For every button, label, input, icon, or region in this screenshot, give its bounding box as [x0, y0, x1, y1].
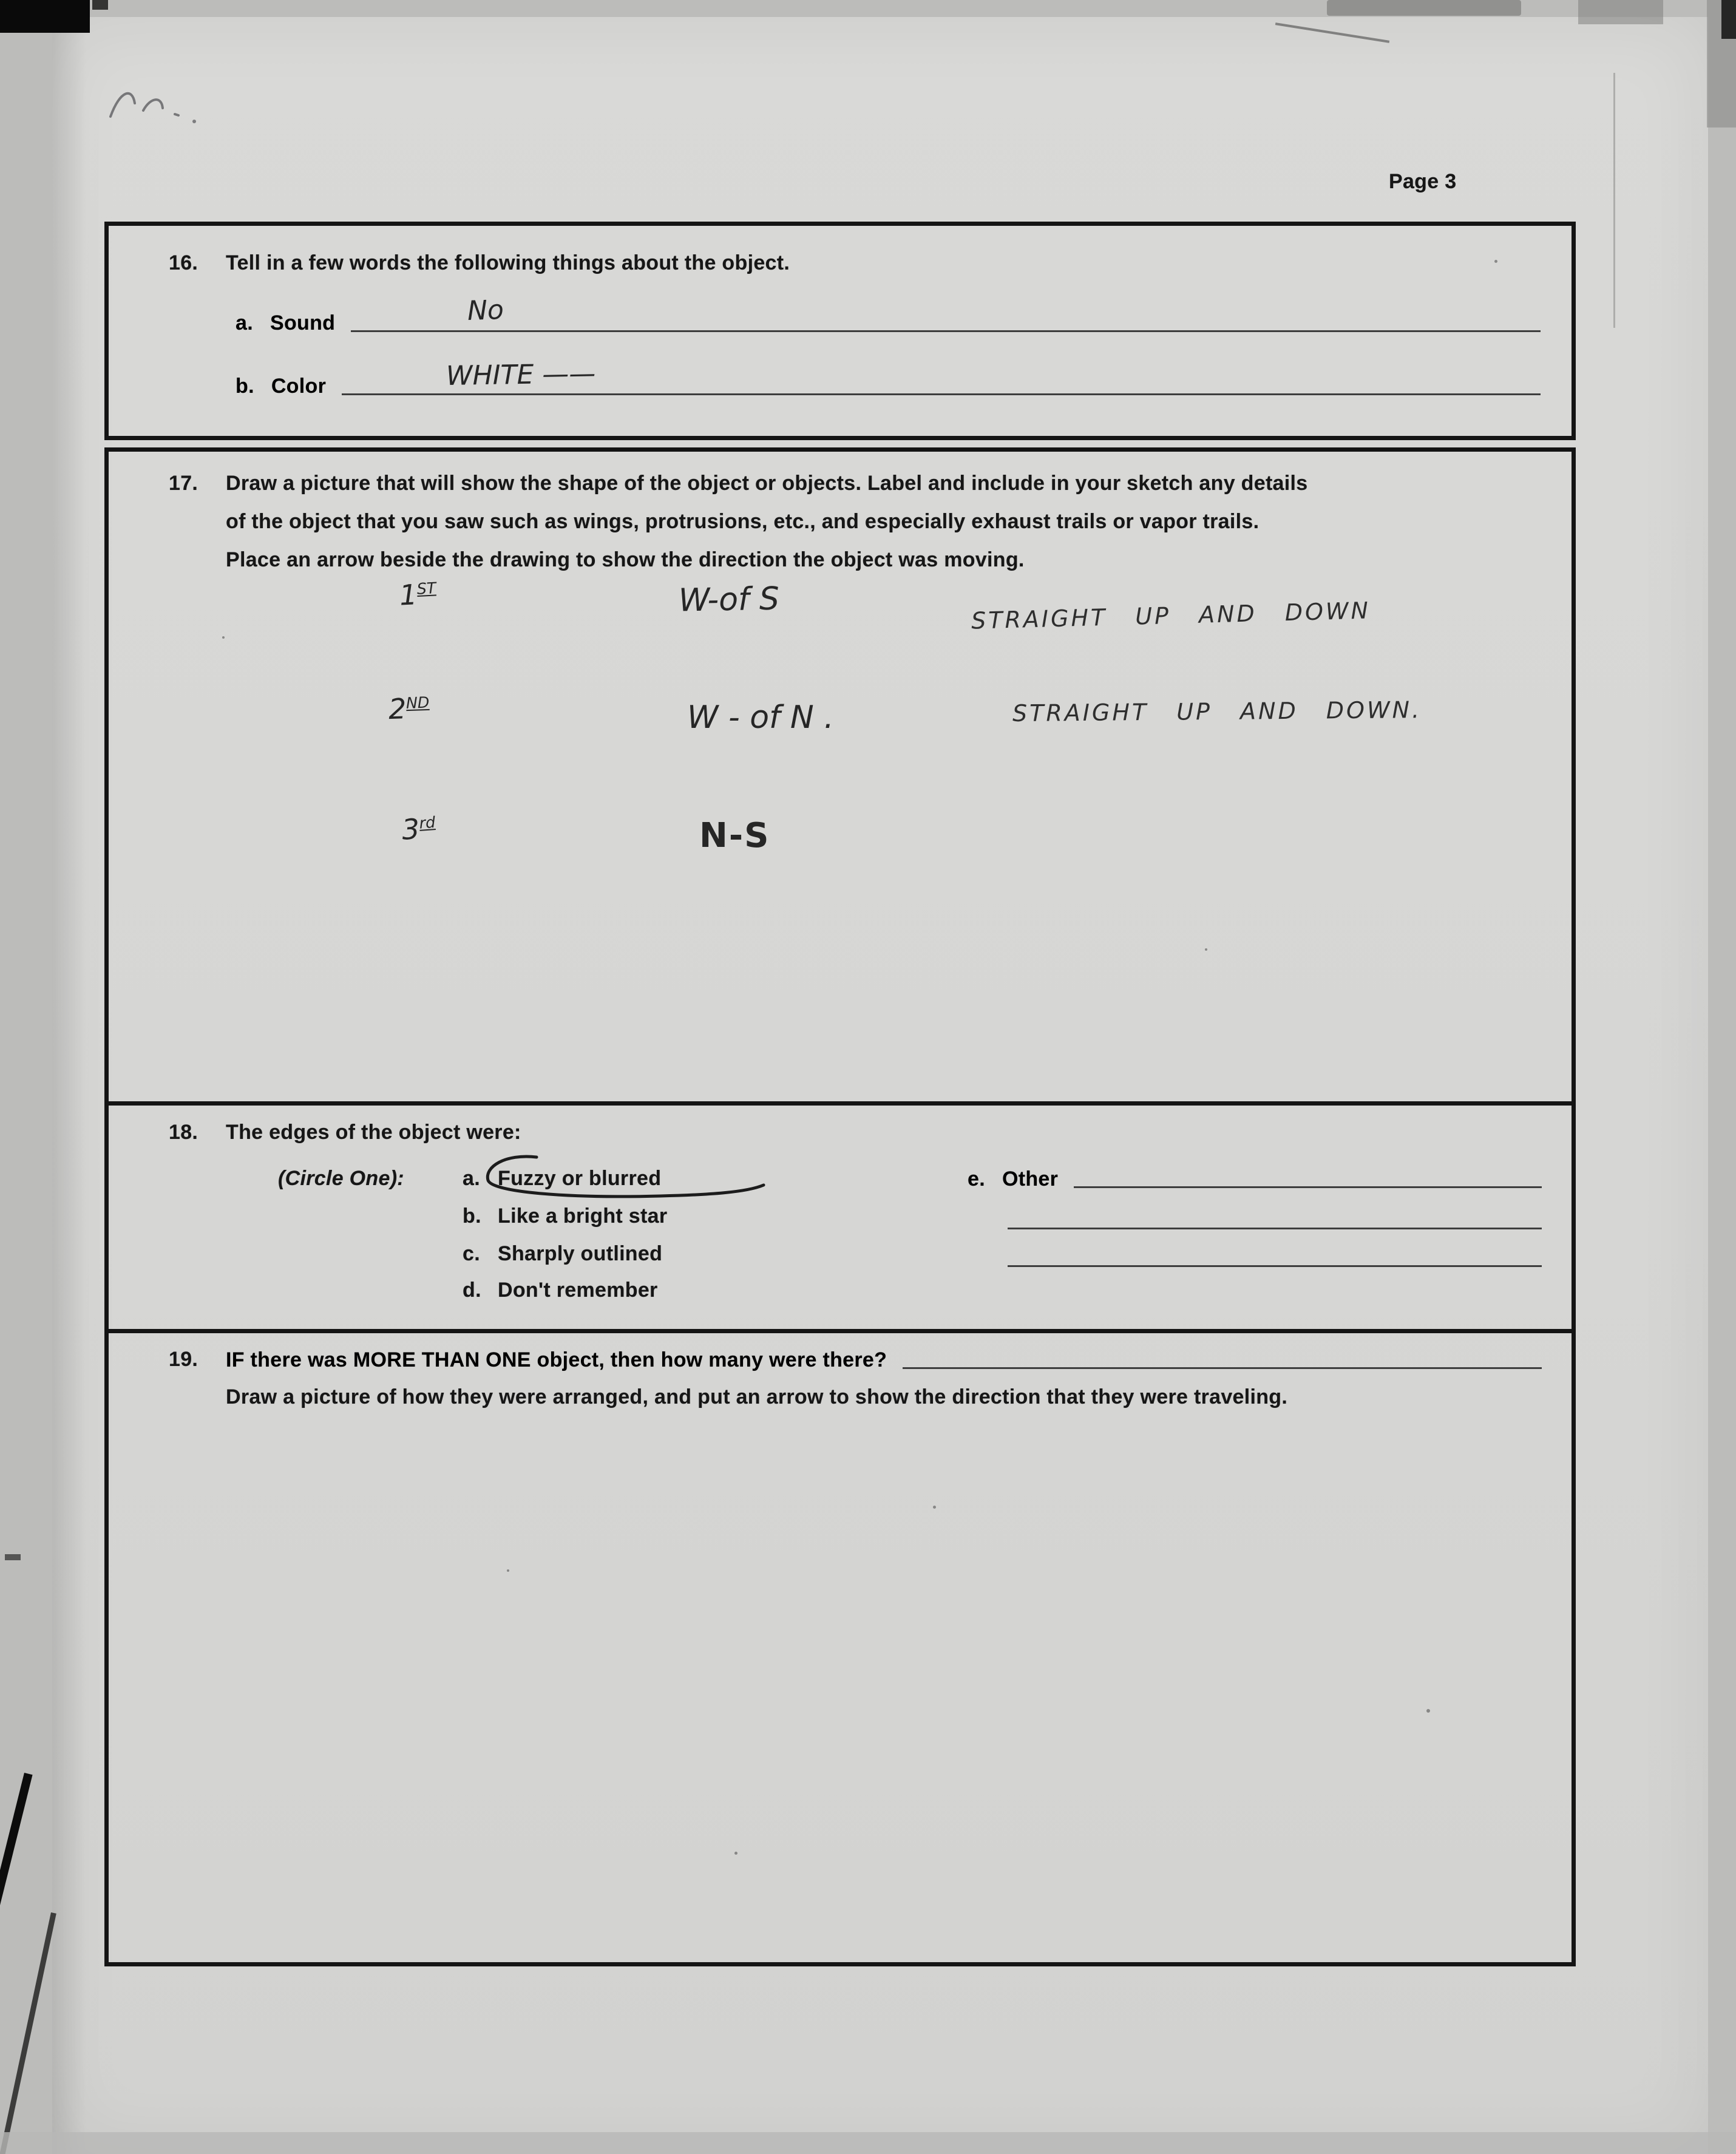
q17-row2-ordinal-suffix: ND: [405, 693, 430, 712]
q17-row3-ordinal-number: 3: [401, 812, 421, 846]
q18-option-c-letter: c.: [463, 1242, 480, 1265]
scan-artifact-corner-fold-line: [1613, 73, 1615, 328]
q16-color-row: [236, 370, 1541, 398]
q16-sound-answer: No: [467, 294, 504, 327]
q17-row3-ordinal-suffix: rd: [418, 813, 436, 832]
scan-artifact-top-left-block: [0, 0, 90, 33]
q18-option-e-label: Other: [1002, 1167, 1059, 1191]
divider-q18-q19: [109, 1329, 1572, 1333]
q17-number: 17.: [169, 472, 198, 495]
page-number-label: Page 3: [1389, 170, 1457, 193]
q18-circle-one-label: (Circle One):: [278, 1167, 404, 1190]
q17-row1-motion: STRAIGHT UP AND DOWN: [971, 597, 1371, 634]
q18-other-answer-line-3: [1008, 1265, 1542, 1267]
q18-option-a-label: Fuzzy or blurred: [498, 1167, 662, 1190]
q17-prompt-line3: Place an arrow beside the drawing to show the direction the object was moving.: [226, 548, 1025, 571]
q18-option-e-letter: e.: [968, 1167, 985, 1191]
q18-option-c-label: Sharply outlined: [498, 1242, 663, 1265]
q18-option-d-label: Don't remember: [498, 1279, 658, 1302]
q17-row1-direction: W-of S: [678, 580, 780, 619]
q17-row1-ordinal-suffix: ST: [416, 579, 437, 598]
scan-artifact-right-corner-black: [1721, 0, 1736, 39]
questions-17-19-box: [104, 447, 1576, 1966]
divider-q17-q18: [109, 1101, 1572, 1106]
q19-how-many-answer-line: [903, 1367, 1542, 1369]
q17-row2-direction: W - of N .: [687, 699, 834, 736]
q16-color-label: Color: [271, 375, 327, 398]
q16-prompt: Tell in a few words the following things about the object.: [226, 251, 790, 274]
q19-how-many-row: [226, 1344, 1542, 1372]
q17-row2-ordinal-number: 2: [388, 692, 407, 726]
circled-option-a-mark: [478, 1152, 782, 1208]
paper-left-shade: [52, 17, 86, 2154]
q16-sound-answer-line: [351, 330, 1541, 332]
q16-number: 16.: [169, 251, 198, 274]
q16-sound-label: Sound: [270, 311, 336, 335]
q18-option-e-row: [968, 1163, 1542, 1191]
q17-row2-ordinal: [388, 691, 430, 725]
scan-artifact-bottom-left-streak-2: [0, 1912, 56, 2154]
q16-sound-row: [236, 307, 1541, 335]
q18-number: 18.: [169, 1121, 198, 1144]
q19-prompt-line2: Draw a picture of how they were arranged, and put an arrow to show the direction that they were traveling.: [226, 1385, 1288, 1408]
q16-sound-letter: a.: [236, 311, 253, 335]
corner-scribble: [103, 79, 237, 134]
scan-artifact-top-right-smudge-2: [1578, 0, 1663, 24]
q16-color-letter: b.: [236, 375, 254, 398]
q17-row3-ordinal: [401, 811, 436, 846]
q16-color-answer-line: [342, 393, 1541, 395]
q18-option-a-letter: a.: [463, 1167, 480, 1190]
q18-option-b-letter: b.: [463, 1204, 481, 1228]
q18-option-b-label: Like a bright star: [498, 1204, 668, 1228]
q17-row3-direction: N-S: [699, 816, 770, 855]
q17-prompt-line1: Draw a picture that will show the shape of the object or objects. Label and include in your sketch any details: [226, 472, 1308, 495]
q17-prompt-line2: of the object that you saw such as wings, protrusions, etc., and especially exhaust trails or vapor trails.: [226, 510, 1260, 533]
scan-artifact-top-left-dash: [92, 0, 108, 10]
q18-option-d-letter: d.: [463, 1279, 481, 1302]
q17-row1-ordinal-number: 1: [398, 578, 418, 612]
q18-prompt: The edges of the object were:: [226, 1121, 521, 1144]
q17-row1-ordinal: [399, 577, 438, 611]
q19-prompt-line1: IF there was MORE THAN ONE object, then how many were there?: [226, 1348, 887, 1371]
q19-number: 19.: [169, 1348, 198, 1371]
scan-artifact-bottom-left-streak-1: [0, 1773, 33, 2105]
scan-artifact-bottom-strip: [0, 2132, 1736, 2154]
scan-artifact-top-right-smudge: [1327, 0, 1521, 16]
q18-other-answer-line-1: [1074, 1186, 1542, 1188]
q16-color-answer: WHITE ——: [446, 358, 596, 392]
scan-artifact-left-edge-tick: [5, 1554, 21, 1560]
q18-other-answer-line-2: [1008, 1228, 1542, 1229]
q17-row2-motion: STRAIGHT UP AND DOWN.: [1012, 696, 1422, 727]
